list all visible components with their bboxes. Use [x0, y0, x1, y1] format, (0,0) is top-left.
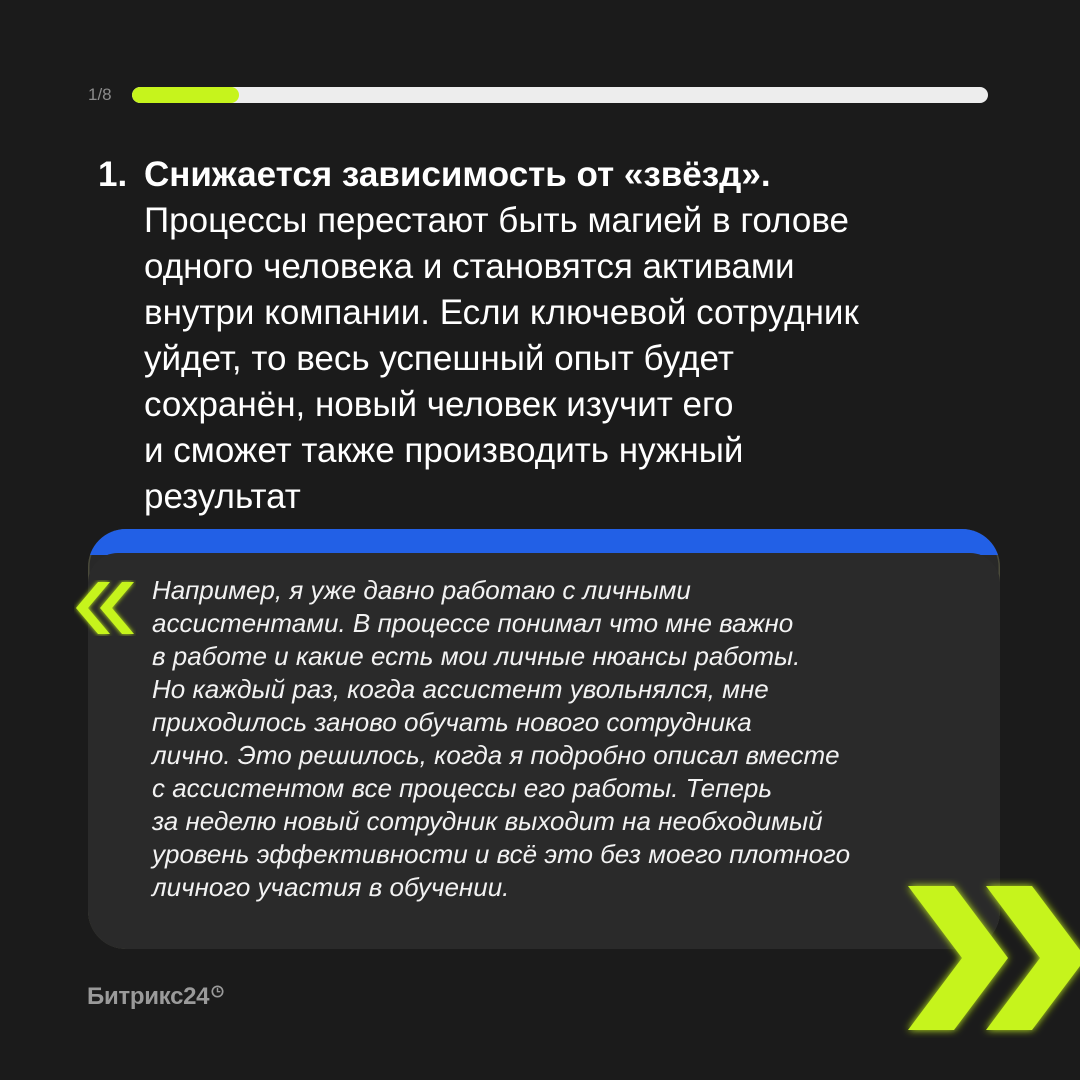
quote-line: лично. Это решилось, когда я подробно описал вместе: [152, 740, 840, 770]
logo-text: Битрикс24: [87, 983, 210, 1010]
bitrix24-logo: [87, 980, 224, 1014]
quote-line: приходилось заново обучать нового сотрудника: [152, 707, 752, 737]
quote-line: Например, я уже давно работаю с личными: [152, 575, 691, 605]
item-title: Снижается зависимость от «звёзд».: [144, 155, 771, 194]
quote-line: Но каждый раз, когда ассистент увольнялся, мне: [152, 674, 769, 704]
quote-line: с ассистентом все процессы его работы. Теперь: [152, 773, 773, 803]
quote-line: в работе и какие есть мои личные нюансы работы.: [152, 641, 801, 671]
quote-card-header: [88, 529, 1000, 555]
item-line: результат: [144, 477, 301, 516]
quote-text: [152, 574, 992, 904]
page-counter: 1/8: [88, 85, 112, 104]
quote-line: за неделю новый сотрудник выходит на необходимый: [152, 806, 823, 836]
quote-chevrons-icon: [74, 580, 136, 636]
item-line: уйдет, то весь успешный опыт будет: [144, 339, 734, 378]
item-line: и сможет также производить нужный: [144, 431, 744, 470]
double-chevron-right-icon: [900, 878, 1080, 1038]
quote-line: ассистентами. В процессе понимал что мне важно: [152, 608, 794, 638]
item-line: внутри компании. Если ключевой сотрудник: [144, 293, 859, 332]
progress-bar-fill: [132, 87, 239, 103]
progress-bar: [132, 87, 988, 103]
progress-indicator: [88, 84, 988, 106]
item-line: Процессы перестают быть магией в голове: [144, 201, 850, 240]
item-line: сохранён, новый человек изучит его: [144, 385, 734, 424]
item-number: 1.: [98, 155, 128, 194]
item-text: [144, 152, 996, 520]
item-line: одного человека и становятся активами: [144, 247, 795, 286]
clock-icon: [211, 985, 224, 998]
quote-line: уровень эффективности и всё это без моего плотного: [152, 839, 851, 869]
quote-line: личного участия в обучении.: [152, 872, 510, 902]
